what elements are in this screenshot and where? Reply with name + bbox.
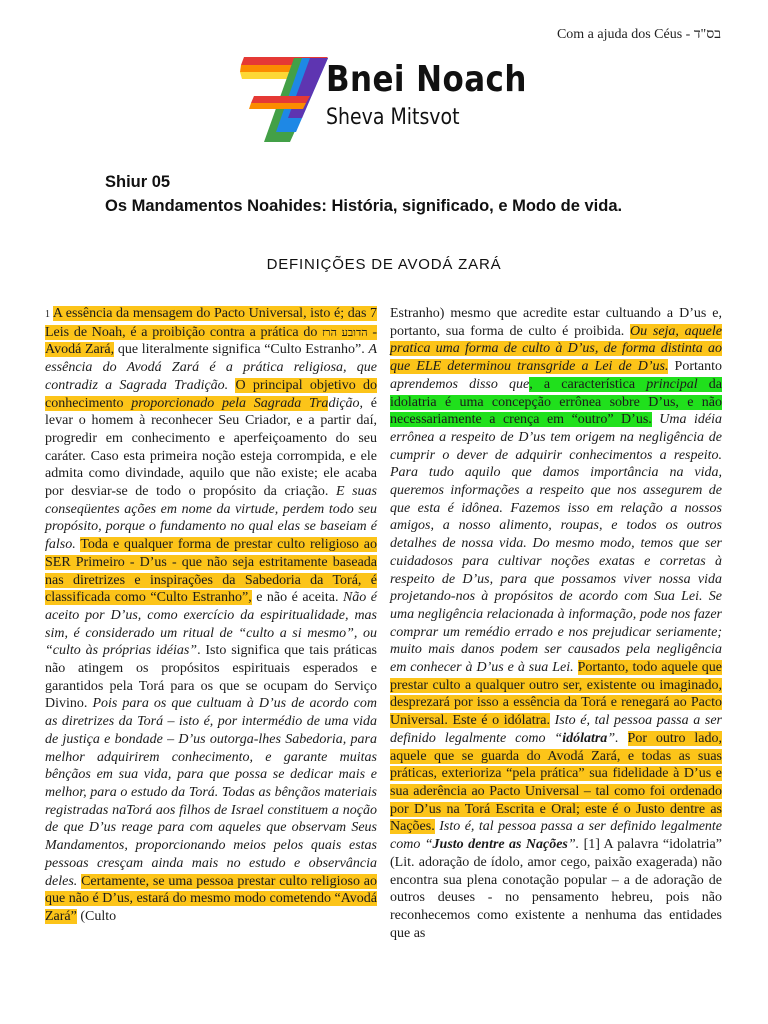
highlight-objective: O principal objetivo do conhecimento proporcionado pela Sagrada Tra	[45, 377, 377, 411]
brand-tagline: Sheva Mitsvot	[326, 105, 460, 130]
highlight-justo: Por outro lado, aquele que se guarda do Avodá Zará, e todas as suas práticas, exterioriza “pela prática” sua fidelidade à D’us e sua aderência ao Pacto Universal – tal como foi ordenado por D’us na Torá Escrita e Oral; este é o Justo dentre as Nações.	[390, 730, 722, 835]
highlight-essence: A essência da mensagem do Pacto Universal, isto é; das 7 Leis de Noah, é a proibição contra a prática do הדובע הרז - Avodá Zará,	[45, 306, 377, 358]
left-column-text: 1 A essência da mensagem do Pacto Universal, isto é; das 7 Leis de Noah, é a proibição contra a prática do הדובע הרז - Avodá Zará, que literalmente significa “Culto Estranho”. A essência do Avodá Zará é a prática religiosa, que contradiz a Sagrada Tradição. O principal objetivo do conhecimento proporcionado pela Sagrada Tradição, é levar o homem à reconhecer Seu Criador, e a partir daí, progredir em conhecimento e aperfeiçoamento do seu caráter. Caso esta primeira noção esteja corrompida, e ele admita como divindade, aquilo que não existe; ele acaba por desviar-se de todo o propósito da criação. E suas conseqüentes ações em nome da virtude, perdem todo seu propósito, porque o fundamento no qual elas se baseiam é falso. Toda e qualquer forma de prestar culto religioso ao SER Primeiro - D’us - que não seja estritamente baseada nas diretrizes e inspirações da Sabedoria da Torá, é classificada como “Culto Estranho”, e não é aceita. Não é aceito por D’us, como exercício da espiritualidade, mas sim, é considerado um ritual de “culto a si mesmo”, ou “culto às próprias idéias”. Isto significa que tais práticas não atingem os propósitos espirituais esperados e garantidos pela Torá para os que se ocupam do Serviço Divino. Pois para os que cultuam à D’us de acordo com as diretrizes da Torá – isto é, por intermédio de uma vida de justiça e bondade – D’us outorga-lhes Sabedoria, para melhor adquirirem conhecimento, e garante muitas bênçãos em sua vida, para que possa se dedicar mais e melhor, para o estudo da Torá. Todas as bênçãos materiais registradas naTorá aos filhos de Israel constituem a noção de que D’us reage para com aqueles que observam Seus Mandamentos, proporcionando meios pelos quais estas pessoas cresçam ainda mais no estudo e observância deles. Certamente, se uma pessoa prestar culto religioso ao que não é D’us, estará do mesmo modo cometendo “Avodá Zará” (Culto	[45, 306, 378, 924]
right-column-text: Estranho) mesmo que acredite estar cultuando a D’us e, portanto, sua forma de culto é proibida. Ou seja, aquele pratica uma forma de culto à D’us, de forma distinta ao que ELE determinou transgride a Lei de D’us. Portanto aprendemos disso que, a característica principal da idolatria é uma concepção errônea sobre D’us, e não necessariamente a crença em “outro” D’us. Uma idéia errônea a respeito de D’us tem origem na negligência de cumprir o dever de adquirir conhecimentos a respeito. Para tudo aquilo que damos importância na vida, queremos informações a respeito que nos assegurem de que esta é idônea. Fazemos isso em relação a nossos amigos, a nosso alimento, roupas, e todos os outros detalhes de nossa vida. Do mesmo modo, temos que ser cuidadosos para cultivar noções exatas e corretas à respeito de D’us, para que possamos viver nossa vida projetando-nos à propósitos de acordo com Sua Lei. Se uma negligência relacionada à informação, pode nos fazer comprar um remédio errado e nos prejudicar seriamente; muito mais danos podem ser causados pela negligência em conhecer à D’us e à sua Lei. Portanto, todo aquele que prestar culto a qualquer outro ser, existente ou imaginado, desprezará por isso a essência da Torá e renegará ao Pacto Universal. Este é o idólatra. Isto é, tal pessoa passa a ser definido legalmente como “idólatra”. Por outro lado, aquele que se guarda do Avodá Zará, e todas as suas práticas, exterioriza “pela prática” sua fidelidade à D’us e sua aderência ao Pacto Universal – tal como foi ordenado por D’us na Torá Escrita e Oral; este é o Justo dentre as Nações. Isto é, tal pessoa passa a ser definido legalmente como “Justo dentre as Nações”. [1] A palavra “idolatria” (Lit. adoração de ídolo, amor cego, paixão exagerada) não encontra sua plena conotação popular – a de adoração de outros deuses - no pensamento hebreu, pois não reconhecemos como existente a nenhuma das entidades que as	[390, 306, 723, 941]
lesson-heading	[105, 170, 622, 218]
lesson-number: Shiur 05	[105, 173, 171, 191]
left-column	[45, 305, 377, 926]
rainbow-seven-logo-icon	[240, 52, 332, 148]
highlight-green-definition: , a característica principal da idolatria é uma concepção errônea sobre D’us, e não necessariamente a crença em “outro” D’us.	[390, 376, 723, 428]
right-column	[390, 305, 722, 942]
section-title: DEFINIÇÕES DE AVODÁ ZARÁ	[266, 256, 502, 273]
highlight-culto-estranho: Toda e qualquer forma de prestar culto religioso ao SER Primeiro - D’us - que não seja estritamente baseada nas diretrizes e inspirações da Sabedoria da Torá, é classificada como “Culto Estranho”,	[45, 537, 377, 606]
highlight-ou-seja: Ou seja, aquele pratica uma forma de culto à D’us, de forma distinta ao que ELE determinou transgride a Lei de D’us.	[390, 323, 722, 375]
lesson-title: Os Mandamentos Noahides: História, significado, e Modo de vida.	[105, 197, 623, 215]
brand	[326, 60, 559, 132]
highlight-idolatra: Portanto, todo aquele que prestar culto a qualquer outro ser, existente ou imaginado, desprezará por isso a essência da Torá e renegará ao Pacto Universal. Este é o idólatra.	[390, 660, 723, 729]
top-note: Com a ajuda dos Céus - בס"ד	[556, 27, 721, 42]
footnote-ref: 1	[45, 309, 50, 320]
brand-name: Bnei Noach	[326, 59, 527, 100]
highlight-certamente: Certamente, se uma pessoa prestar culto religioso ao que não é D’us, estará do mesmo modo cometendo “Avodá Zará”	[45, 873, 378, 924]
